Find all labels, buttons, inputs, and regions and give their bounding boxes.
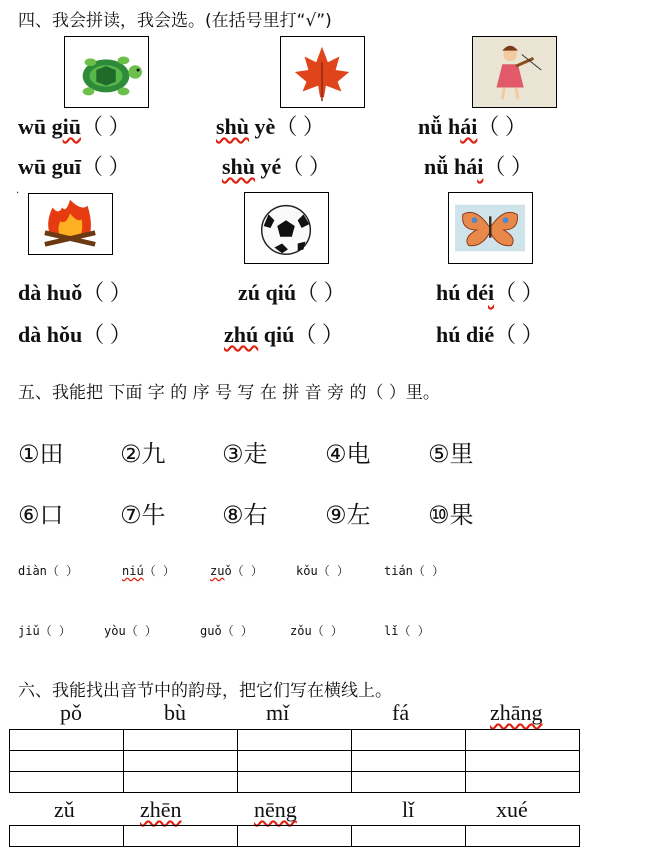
pinyin-answer-item[interactable]: diàn（ ） [18, 564, 79, 578]
answer-paren[interactable]: （ ） [494, 280, 544, 305]
option-leaf-1[interactable]: shù yè（ ） [216, 114, 325, 139]
answer-cell[interactable] [352, 772, 466, 793]
answer-paren[interactable]: （ ） [281, 154, 331, 179]
maple-leaf-picture [280, 36, 365, 108]
char-item: ⑤里 [428, 440, 474, 468]
pinyin-answer-item[interactable]: guǒ（ ） [200, 624, 253, 638]
answer-cell[interactable] [124, 772, 238, 793]
answer-paren[interactable]: （ ） [477, 114, 527, 139]
answer-paren[interactable]: （ ） [275, 114, 325, 139]
pinyin-answer-item[interactable]: yòu（ ） [104, 624, 157, 638]
answer-cell[interactable] [352, 826, 466, 847]
answer-cell[interactable] [124, 826, 238, 847]
syllable: mǐ [266, 700, 290, 725]
answer-cell[interactable] [238, 826, 352, 847]
answer-cell[interactable] [10, 772, 124, 793]
pinyin-answer-item[interactable]: lǐ（ ） [384, 624, 430, 638]
maple-leaf-icon [281, 37, 364, 107]
syllable: nēng [254, 797, 297, 822]
char-item: ③走 [222, 440, 268, 468]
pinyin-answer-item[interactable]: tián（ ） [384, 564, 445, 578]
misspell-mark: zhú [224, 322, 259, 347]
option-ball-2[interactable]: zhú qiú（ ） [224, 322, 344, 347]
answer-paren[interactable]: （ ） [82, 322, 132, 347]
pinyin-answer-item[interactable]: niú（ ） [122, 564, 175, 578]
answer-paren[interactable]: （ ） [82, 280, 132, 305]
syllable: zhēn [140, 797, 182, 822]
answer-cell[interactable] [352, 751, 466, 772]
butterfly-icon [449, 193, 532, 263]
syllable: zǔ [54, 797, 75, 822]
answer-paren[interactable]: （ ） [483, 154, 533, 179]
butterfly-picture [448, 192, 533, 264]
answer-cell[interactable] [238, 772, 352, 793]
answer-cell[interactable] [238, 751, 352, 772]
answer-cell[interactable] [10, 730, 124, 751]
char-item: ①田 [18, 440, 64, 468]
char-item: ⑨左 [325, 501, 371, 529]
answer-cell[interactable] [466, 730, 580, 751]
syllable: fá [392, 700, 410, 725]
misspell-mark: i [477, 154, 484, 179]
misspell-mark: shù [216, 114, 250, 139]
syllable: bù [164, 700, 186, 725]
pinyin-answer-item[interactable]: zǒu（ ） [290, 624, 343, 638]
pinyin-answer-item[interactable]: zuǒ（ ） [210, 564, 263, 578]
option-butterfly-2[interactable]: hú dié（ ） [436, 322, 544, 347]
section-6-title: 六、我能找出音节中的韵母，把它们写在横线上。 [18, 681, 392, 701]
char-item: ④电 [325, 440, 371, 468]
misspell-mark: ái [460, 114, 478, 139]
option-fire-2[interactable]: dà hǒu（ ） [18, 322, 132, 347]
answer-cell[interactable] [238, 730, 352, 751]
option-girl-2[interactable]: nǚ hái（ ） [424, 154, 533, 179]
option-ball-1[interactable]: zú qiú（ ） [238, 280, 346, 305]
campfire-picture [28, 193, 113, 255]
option-turtle-2[interactable]: wū guī（ ） [18, 154, 131, 179]
option-turtle-1[interactable]: wū giū（ ） [18, 114, 131, 139]
char-item: ⑧右 [222, 501, 268, 529]
misspell-mark: iū [62, 114, 81, 139]
turtle-icon [65, 37, 148, 107]
pinyin-answer-item[interactable]: kǒu（ ） [296, 564, 349, 578]
answer-grid-2 [9, 825, 580, 847]
answer-paren[interactable]: （ ） [494, 322, 544, 347]
answer-cell[interactable] [352, 730, 466, 751]
football-picture [244, 192, 329, 264]
girl-violin-icon [473, 37, 556, 107]
answer-paren[interactable]: （ ） [80, 114, 131, 139]
section-4-title: 四、我会拼读，我会选。(在括号里打“√”) [18, 11, 332, 31]
stray-dot: · [16, 188, 20, 199]
turtle-picture [64, 36, 149, 108]
answer-cell[interactable] [10, 751, 124, 772]
answer-paren[interactable]: （ ） [296, 280, 346, 305]
answer-paren[interactable]: （ ） [80, 154, 131, 179]
campfire-icon [29, 194, 112, 254]
char-item: ⑥口 [18, 501, 64, 529]
answer-cell[interactable] [466, 751, 580, 772]
option-girl-1[interactable]: nǚ hái（ ） [418, 114, 527, 139]
option-leaf-2[interactable]: shù yé（ ） [222, 154, 331, 179]
misspell-mark: i [487, 280, 495, 305]
syllable: lǐ [402, 797, 415, 822]
char-item: ⑦牛 [120, 501, 166, 529]
answer-cell[interactable] [124, 751, 238, 772]
answer-grid-1 [9, 729, 580, 793]
option-fire-1[interactable]: dà huǒ（ ） [18, 280, 132, 305]
char-item: ②九 [120, 440, 166, 468]
answer-cell[interactable] [466, 772, 580, 793]
char-item: ⑩果 [428, 501, 474, 529]
answer-cell[interactable] [10, 826, 124, 847]
syllable: zhāng [490, 700, 543, 725]
syllable: xué [496, 797, 528, 822]
answer-paren[interactable]: （ ） [294, 322, 344, 347]
football-icon [245, 193, 328, 263]
section-5-title: 五、我能把 下面 字 的 序 号 写 在 拼 音 旁 的（ ）里。 [18, 383, 440, 403]
syllable: pǒ [60, 700, 82, 725]
answer-cell[interactable] [466, 826, 580, 847]
answer-cell[interactable] [124, 730, 238, 751]
misspell-mark: shù [222, 154, 256, 179]
girl-violin-picture [472, 36, 557, 108]
pinyin-answer-item[interactable]: jiǔ（ ） [18, 624, 71, 638]
option-butterfly-1[interactable]: hú déi（ ） [436, 280, 544, 305]
